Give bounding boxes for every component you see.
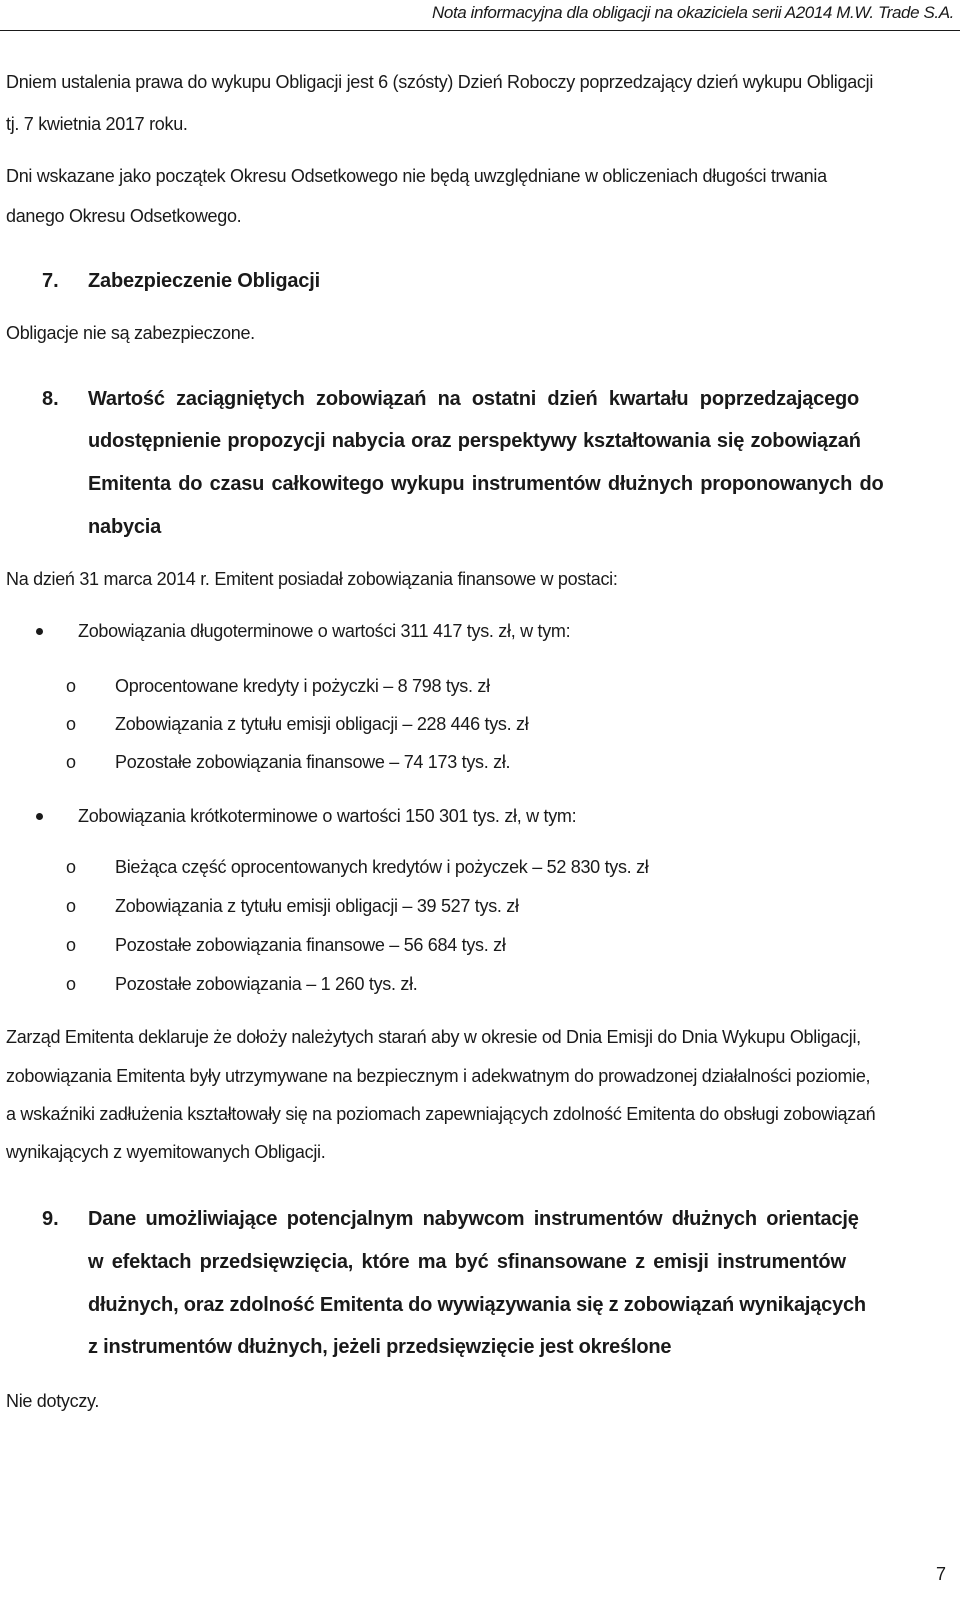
section-7-number: 7. <box>42 270 59 292</box>
section-8-title-line-4: nabycia <box>88 516 162 538</box>
section-9-number: 9. <box>42 1208 59 1230</box>
section-8-number: 8. <box>42 388 59 410</box>
long-term-item-3: Pozostałe zobowiązania finansowe – 74 173 tys. zł. <box>115 752 511 772</box>
intro-line-2: tj. 7 kwietnia 2017 roku. <box>6 114 188 134</box>
short-term-item-4: Pozostałe zobowiązania – 1 260 tys. zł. <box>115 974 418 994</box>
sub-bullet-icon: o <box>66 896 77 916</box>
closing-line-3: a wskaźniki zadłużenia kształtowały się na poziomach zapewniających zdolność Emitenta do obsługi zobowiązań <box>6 1104 876 1124</box>
intro-line-3: Dni wskazane jako początek Okresu Odsetkowego nie będą uwzględniane w obliczeniach długości trwania <box>6 166 827 186</box>
page-number: 7 <box>935 1564 946 1584</box>
closing-line-1: Zarząd Emitenta deklaruje że dołoży należytych starań aby w okresie od Dnia Emisji do Dnia Wykupu Obligacji, <box>6 1027 861 1047</box>
sub-bullet-icon: o <box>66 857 77 877</box>
sub-bullet-icon: o <box>66 714 77 734</box>
long-term-label: Zobowiązania długoterminowe o wartości 311 417 tys. zł, w tym: <box>78 621 571 641</box>
bullet-icon <box>36 813 43 820</box>
sub-bullet-icon: o <box>66 935 77 955</box>
section-8-title-text-1: Wartość zaciągniętych zobowiązań na ostatni dzień kwartału poprzedzającego <box>88 388 860 410</box>
section-7-body: Obligacje nie są zabezpieczone. <box>6 323 255 343</box>
closing-line-4: wynikających z wyemitowanych Obligacji. <box>6 1142 326 1162</box>
long-term-item-1: Oprocentowane kredyty i pożyczki – 8 798 tys. zł <box>115 676 490 696</box>
bullet-icon <box>36 628 43 635</box>
section-8-lead: Na dzień 31 marca 2014 r. Emitent posiadał zobowiązania finansowe w postaci: <box>6 569 618 589</box>
section-9-body: Nie dotyczy. <box>6 1391 100 1411</box>
short-term-item-3: Pozostałe zobowiązania finansowe – 56 684 tys. zł <box>115 935 506 955</box>
sub-bullet-icon: o <box>66 752 77 772</box>
header-divider <box>0 30 960 31</box>
short-term-label: Zobowiązania krótkoterminowe o wartości 150 301 tys. zł, w tym: <box>78 806 577 826</box>
intro-line-1: Dniem ustalenia prawa do wykupu Obligacji jest 6 (szósty) Dzień Roboczy poprzedzający dzień wykupu Obligacji <box>6 72 874 92</box>
section-8-title-line-2: udostępnienie propozycji nabycia oraz perspektywy kształtowania się zobowiązań <box>88 430 861 452</box>
section-9-title-line-4: z instrumentów dłużnych, jeżeli przedsięwzięcie jest określone <box>88 1336 672 1358</box>
section-8-title-line-3: Emitenta do czasu całkowitego wykupu instrumentów dłużnych proponowanych do <box>88 473 884 495</box>
section-7-title: Zabezpieczenie Obligacji <box>88 270 320 292</box>
sub-bullet-icon: o <box>66 676 77 696</box>
short-term-item-1: Bieżąca część oprocentowanych kredytów i pożyczek – 52 830 tys. zł <box>115 857 649 877</box>
document-header: Nota informacyjna dla obligacji na okaziciela serii A2014 M.W. Trade S.A. <box>432 3 954 22</box>
intro-line-4: danego Okresu Odsetkowego. <box>6 206 242 226</box>
section-9-title-line-1: Dane umożliwiające potencjalnym nabywcom instrumentów dłużnych orientację <box>88 1208 859 1230</box>
section-9-title-line-2: w efektach przedsięwzięcia, które ma być sfinansowane z emisji instrumentów <box>88 1251 846 1273</box>
section-9-title-line-3: dłużnych, oraz zdolność Emitenta do wywiązywania się z zobowiązań wynikających <box>88 1294 866 1316</box>
long-term-item-2: Zobowiązania z tytułu emisji obligacji – 228 446 tys. zł <box>115 714 529 734</box>
sub-bullet-icon: o <box>66 974 77 994</box>
short-term-item-2: Zobowiązania z tytułu emisji obligacji – 39 527 tys. zł <box>115 896 519 916</box>
section-8-title-line-1 <box>88 388 938 411</box>
closing-line-2: zobowiązania Emitenta były utrzymywane na bezpiecznym i adekwatnym do prowadzonej działalności poziomie, <box>6 1066 871 1086</box>
